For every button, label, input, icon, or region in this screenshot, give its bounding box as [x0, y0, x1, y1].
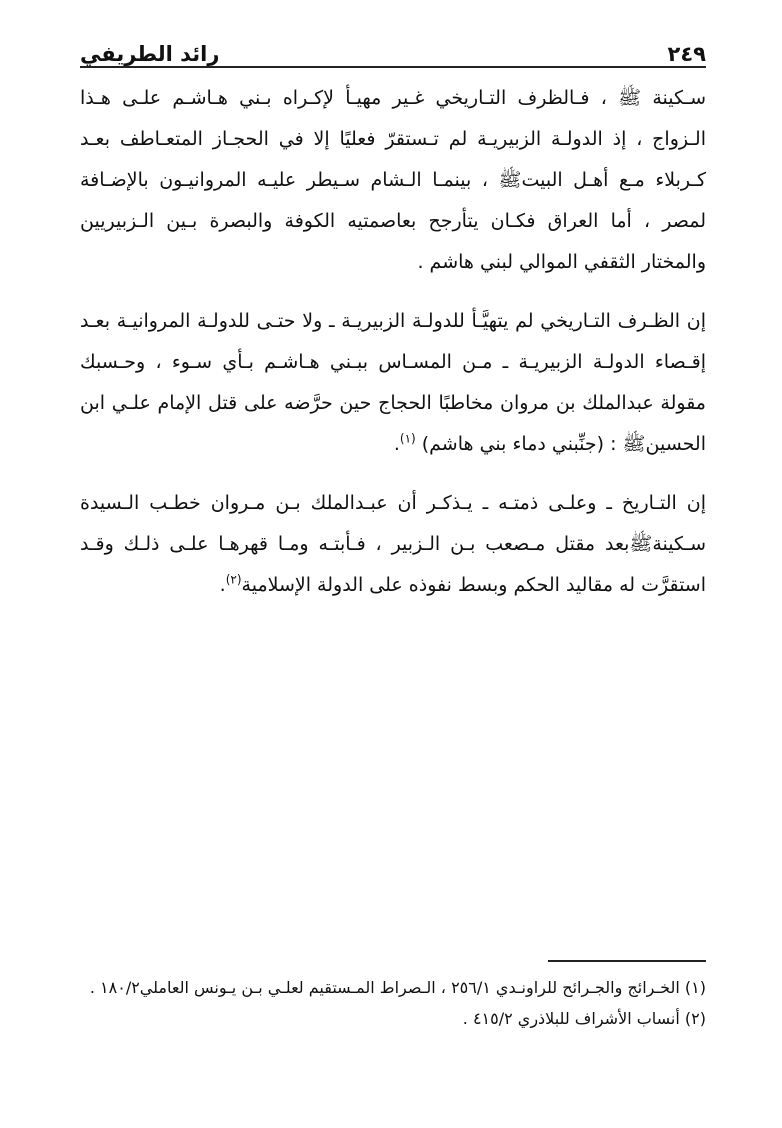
footnotes [80, 972, 706, 1034]
main-text [80, 78, 706, 624]
paragraph-3-text: إن التـاريخ ـ وعلـى ذمتـه ـ يـذكـر أن عبـدالملك بـن مـروان خطـب الـسيدة سـكينةﷺبعد مقتل مـصعب بـن الـزبير ، فـأبتـه ومـا قهرهـا علـى ذلـك وقـد استقرَّت له مقاليد الحكم وبسط نفوذه على الدولة الإسلامية [80, 492, 706, 596]
paragraph-2 [80, 301, 706, 465]
paragraph-1: سـكينة ﷺ ، فـالظرف التـاريخي غـير مهيـأ لإكـراه بـني هـاشـم علـى هـذا الـزواج ، إذ الدولـة الزبيريـة لم تـستقرّ فعليًا إلا في الحجـاز المتعـاطف بعـد كـربلاء مـع أهـل البيتﷺ ، بينمـا الـشام سـيطر عليـه المروانيـون بالإضـافة لمصر ، أما العراق فكـان يتأرجح بعاصمتيه الكوفة والبصرة بـين الـزبيريين والمختار الثقفي الموالي لبني هاشم . [80, 87, 706, 273]
footnote-ref-1[interactable]: (١) [399, 431, 416, 446]
paragraph-2-quote: ﷺ : (جنِّبني دماء بني هاشم) [421, 433, 646, 455]
paragraph-3 [80, 483, 706, 606]
running-title: رائد الطريفي [80, 42, 220, 66]
footnote-separator [548, 960, 706, 962]
running-header [80, 26, 706, 66]
footnote-1: (١) الخـرائج والجـرائح للراونـدي ٢٥٦/١ ، الـصراط المـستقيم لعلـي بـن يـونس العاملي١٨٠/٢ . [89, 978, 706, 997]
footnote-2: (٢) أنساب الأشراف للبلاذري ٤١٥/٢ . [462, 1009, 706, 1028]
page-number: ٢٤٩ [667, 42, 706, 66]
header-rule [80, 66, 706, 68]
paragraph-3-end: . [219, 574, 226, 596]
paragraph-2-text: إن الظـرف التـاريخي لم يتهيَّـأ للدولـة الزبيريـة ـ ولا حتـى للدولـة المروانيـة بعـد إقـصاء الدولـة الزبيريـة ـ مـن المسـاس ببـني هـاشـم بـأي سـوء ، وحـسبك مقولة عبدالملك بن مروان مخاطبًا الحجاج حين حرَّضه على قتل الإمام علـي ابن الحسين [80, 310, 706, 455]
paragraph-2-end: . [393, 433, 400, 455]
footnote-ref-2[interactable]: (٢) [225, 572, 242, 587]
